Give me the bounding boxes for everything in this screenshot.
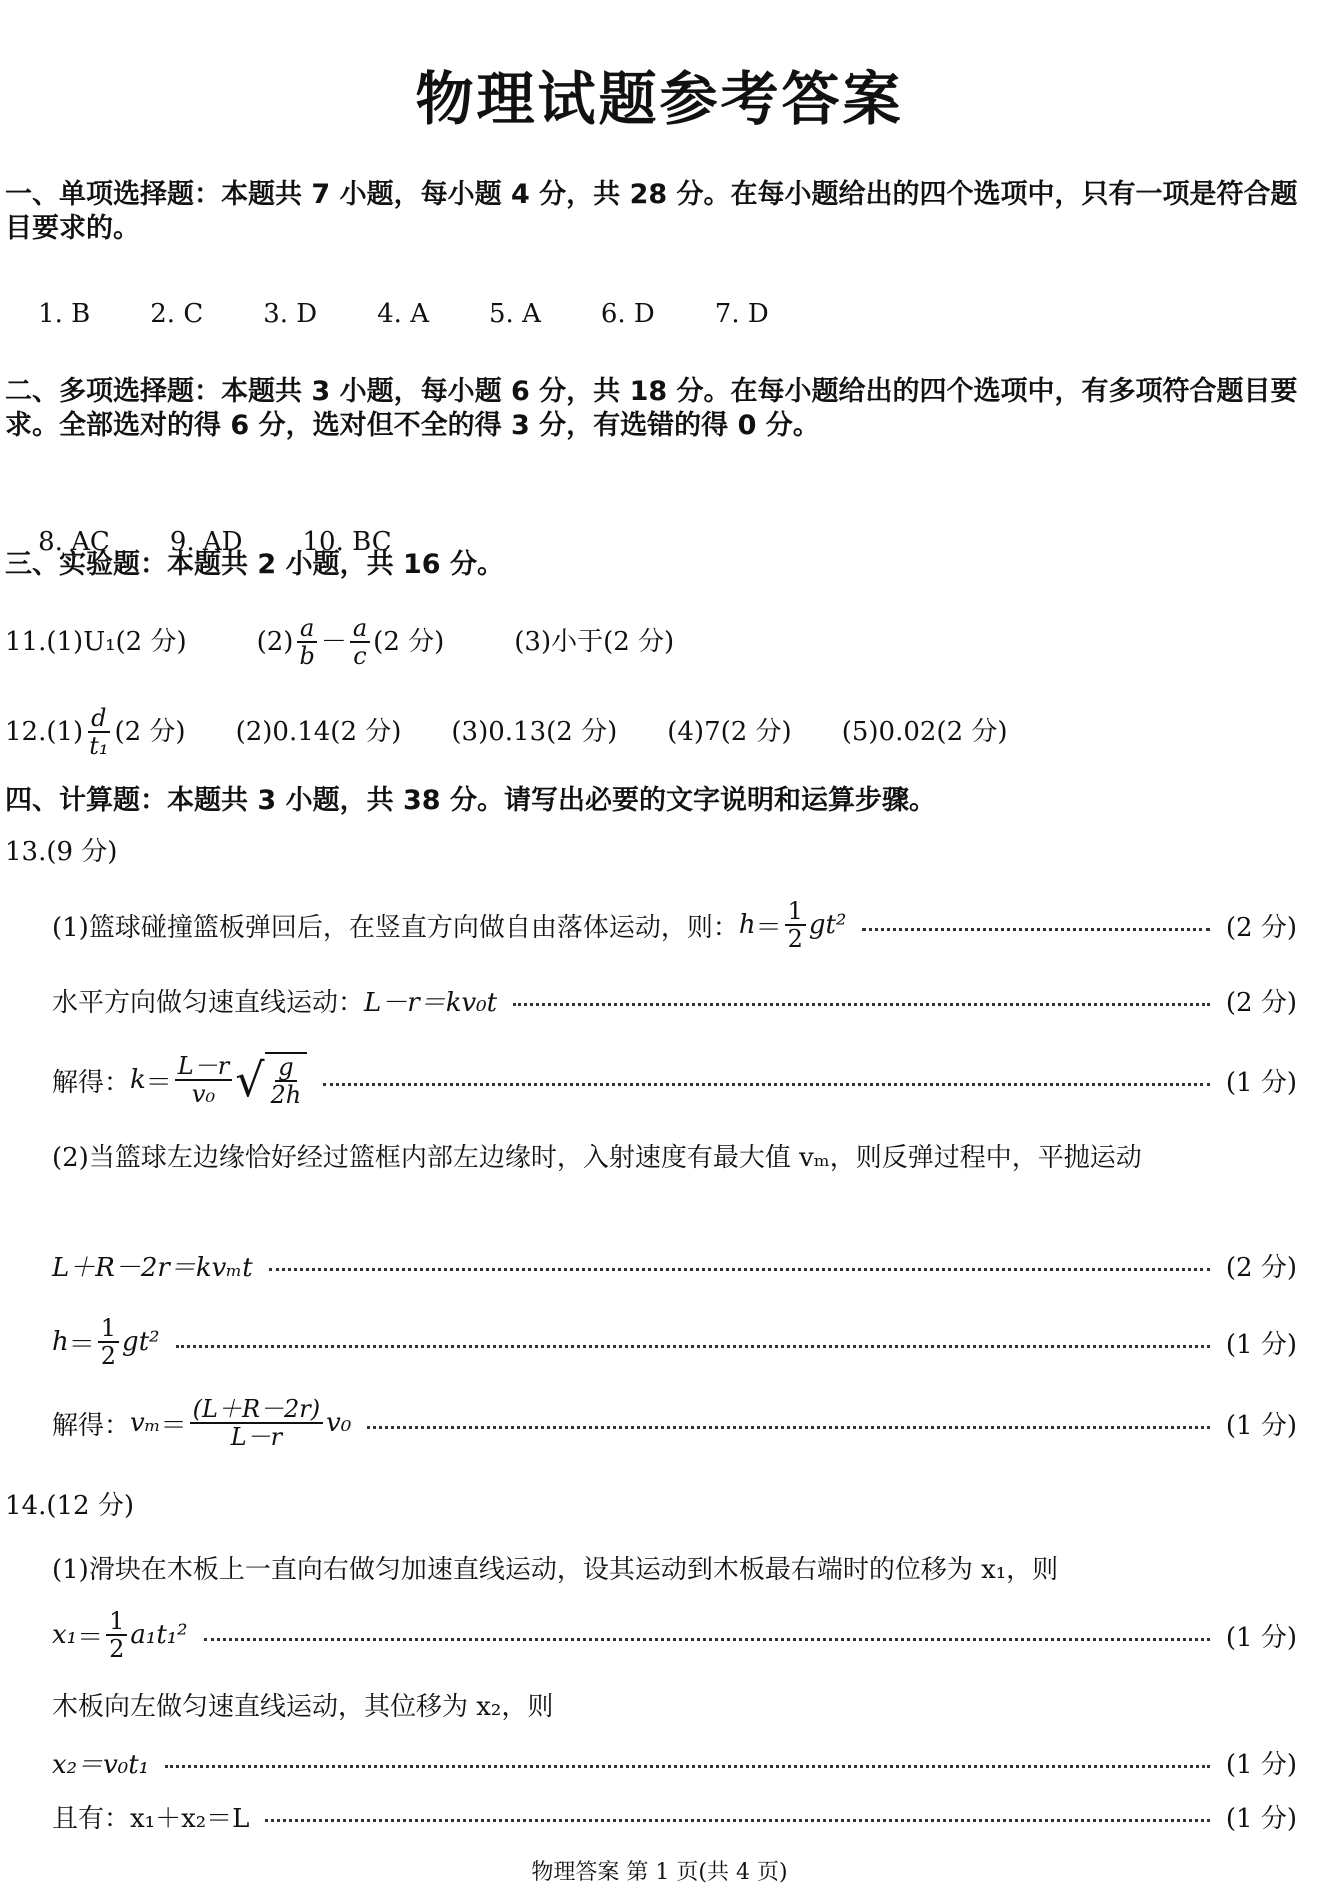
section-1-heading (5, 178, 1305, 246)
answer-9: 9. AD (169, 527, 243, 557)
q14-label: 14.(12 分) (5, 1491, 134, 1521)
q13-line-2-expr: L－r＝kv₀t (364, 987, 498, 1018)
fraction-one-half: $\frac{1}{2}$ (98, 1315, 119, 1369)
q12-part-5: (5)0.02(2 分) (841, 717, 1008, 747)
page-title: 物理试题参考答案 (415, 65, 904, 133)
answer-7: 7. D (714, 299, 769, 329)
q14-line-4-expr: x₂＝v₀t₁ (52, 1749, 150, 1780)
q11-number: 11. (5, 627, 47, 657)
sqrt-g-over-2h: √ $\frac{g}{2h}$ (235, 1052, 307, 1108)
fraction-a-over-b: $\frac{a}{b}$ (296, 615, 317, 669)
q13-line-7: 解得： vₘ ＝ $\frac{(L+R-2r)}{L-r}$ v₀ (1 分) (52, 1395, 1297, 1451)
q13-label: 13.(9 分) (5, 837, 118, 867)
q13-score-4: (2 分) (1225, 1252, 1297, 1283)
dot-leader (862, 928, 1209, 931)
fraction-one-half: $\frac{1}{2}$ (785, 898, 806, 952)
q13-score-3: (1 分) (1225, 1067, 1297, 1098)
section-1-heading-text: 一、单项选择题：本题共 7 小题，每小题 4 分，共 28 分。在每小题给出的四个选项中，只有一项是符合题目要求的。 (5, 179, 1298, 244)
dot-leader (323, 1083, 1210, 1086)
answer-10: 10. BC (302, 527, 392, 557)
question-12 (5, 705, 1008, 759)
answer-5: 5. A (489, 299, 541, 329)
q13-line-3-text: 解得： (52, 1067, 131, 1098)
q14-line-5-text: 且有：x₁＋x₂＝L (52, 1803, 250, 1834)
section-3-heading-text: 三、实验题：本题共 2 小题，共 16 分。 (5, 549, 504, 580)
dot-leader (265, 1819, 1209, 1822)
dot-leader (204, 1638, 1210, 1641)
q14-line-4 (52, 1737, 1297, 1787)
q11-part-1: (1)U₁(2 分) (46, 627, 187, 657)
q12-part-4: (4)7(2 分) (667, 717, 792, 747)
q14-line-3: 木板向左做匀速直线运动，其位移为 x₂，则 (52, 1692, 554, 1722)
section-1-answers (5, 266, 769, 362)
q13-score-5: (1 分) (1225, 1329, 1297, 1360)
q13-line-3: 解得： k ＝ $\frac{L-r}{\text{v₀}}$ √ $\frac{g}{2h}$ (1 分) (52, 1052, 1297, 1109)
dot-leader (176, 1345, 1210, 1348)
q13-line-1-text: (1)篮球碰撞篮板弹回后，在竖直方向做自由落体运动，则： (52, 912, 739, 943)
q13-line-1: (1)篮球碰撞篮板弹回后，在竖直方向做自由落体运动，则： h ＝ $\frac{1}{2}$ gt² (2 分) (52, 897, 1297, 953)
q13-score-2: (2 分) (1225, 987, 1297, 1018)
answer-6: 6. D (600, 299, 655, 329)
q14-score-3: (1 分) (1225, 1803, 1297, 1834)
q12-part-1-score: (2 分) (114, 717, 186, 747)
q13-score-6: (1 分) (1225, 1410, 1297, 1441)
section-2-heading-text: 二、多项选择题：本题共 3 小题，每小题 6 分，共 18 分。在每小题给出的四个选项中，有多项符合题目要求。全部选对的得 6 分，选对但不全的得 3 分，有选错的得 0 分。 (5, 376, 1298, 441)
q11-part-2-score: (2 分) (373, 627, 445, 657)
q14-line-5 (52, 1791, 1297, 1841)
question-11: 11. (1)U₁(2 分) (2) $\frac{a}{b}$ － $\frac{a}{c}$ (2 分) (3)小于(2 分) (5, 614, 675, 670)
answer-8: 8. AC (38, 527, 110, 557)
dot-leader (165, 1765, 1210, 1768)
section-4-heading-text: 四、计算题：本题共 3 小题，共 38 分。请写出必要的文字说明和运算步骤。 (5, 785, 936, 816)
q12-part-2: (2)0.14(2 分) (235, 717, 402, 747)
answer-4: 4. A (377, 299, 429, 329)
page-footer: 物理答案 第 1 页(共 4 页) (531, 1860, 788, 1885)
q13-score-1: (2 分) (1225, 912, 1297, 943)
q11-part-2-prefix: (2) (256, 627, 294, 657)
q13-line-4: (2)当篮球左边缘恰好经过篮框内部左边缘时，入射速度有最大值 vₘ，则反弹过程中，平抛运动 (52, 1143, 1142, 1173)
q14-line-2: x₁ ＝ $\frac{1}{2}$ a₁t₁² (1 分) (52, 1607, 1297, 1663)
dot-leader (367, 1426, 1210, 1429)
section-4-heading (5, 784, 1305, 818)
q14-score-1: (1 分) (1225, 1622, 1297, 1653)
fraction-vm: $\frac{(L+R-2r)}{L-r}$ (190, 1396, 323, 1450)
dot-leader (269, 1268, 1210, 1271)
answer-3: 3. D (263, 299, 318, 329)
section-3-heading (5, 548, 1305, 582)
q13-line-7-text: 解得： (52, 1410, 131, 1441)
q12-number: 12. (5, 717, 47, 747)
q13-line-2-text: 水平方向做匀速直线运动： (52, 987, 365, 1018)
q13-line-5 (52, 1240, 1297, 1290)
fraction-d-over-t1: $\frac{d}{\text{t₁}}$ (89, 704, 109, 760)
dot-leader (513, 1003, 1210, 1006)
q11-part-3: (3)小于(2 分) (514, 627, 675, 657)
section-2-heading (5, 375, 1305, 443)
q12-part-1-prefix: (1) (46, 717, 84, 747)
fraction-l-minus-r-over-v0: $\frac{L-r}{\text{v₀}}$ (175, 1053, 232, 1107)
fraction-one-half: $\frac{1}{2}$ (106, 1608, 127, 1662)
q14-line-1: (1)滑块在木板上一直向右做匀加速直线运动，设其运动到木板最右端时的位移为 x₁，则 (52, 1555, 1059, 1585)
q13-line-5-expr: L＋R－2r＝kvₘt (52, 1252, 253, 1283)
fraction-a-over-c: $\frac{a}{c}$ (350, 615, 370, 669)
answer-2: 2. C (150, 299, 204, 329)
answer-1: 1. B (38, 299, 91, 329)
q14-score-2: (1 分) (1225, 1749, 1297, 1780)
q13-line-2 (52, 975, 1297, 1025)
q13-line-6: h ＝ $\frac{1}{2}$ gt² (1 分) (52, 1314, 1297, 1370)
q12-part-3: (3)0.13(2 分) (451, 717, 618, 747)
